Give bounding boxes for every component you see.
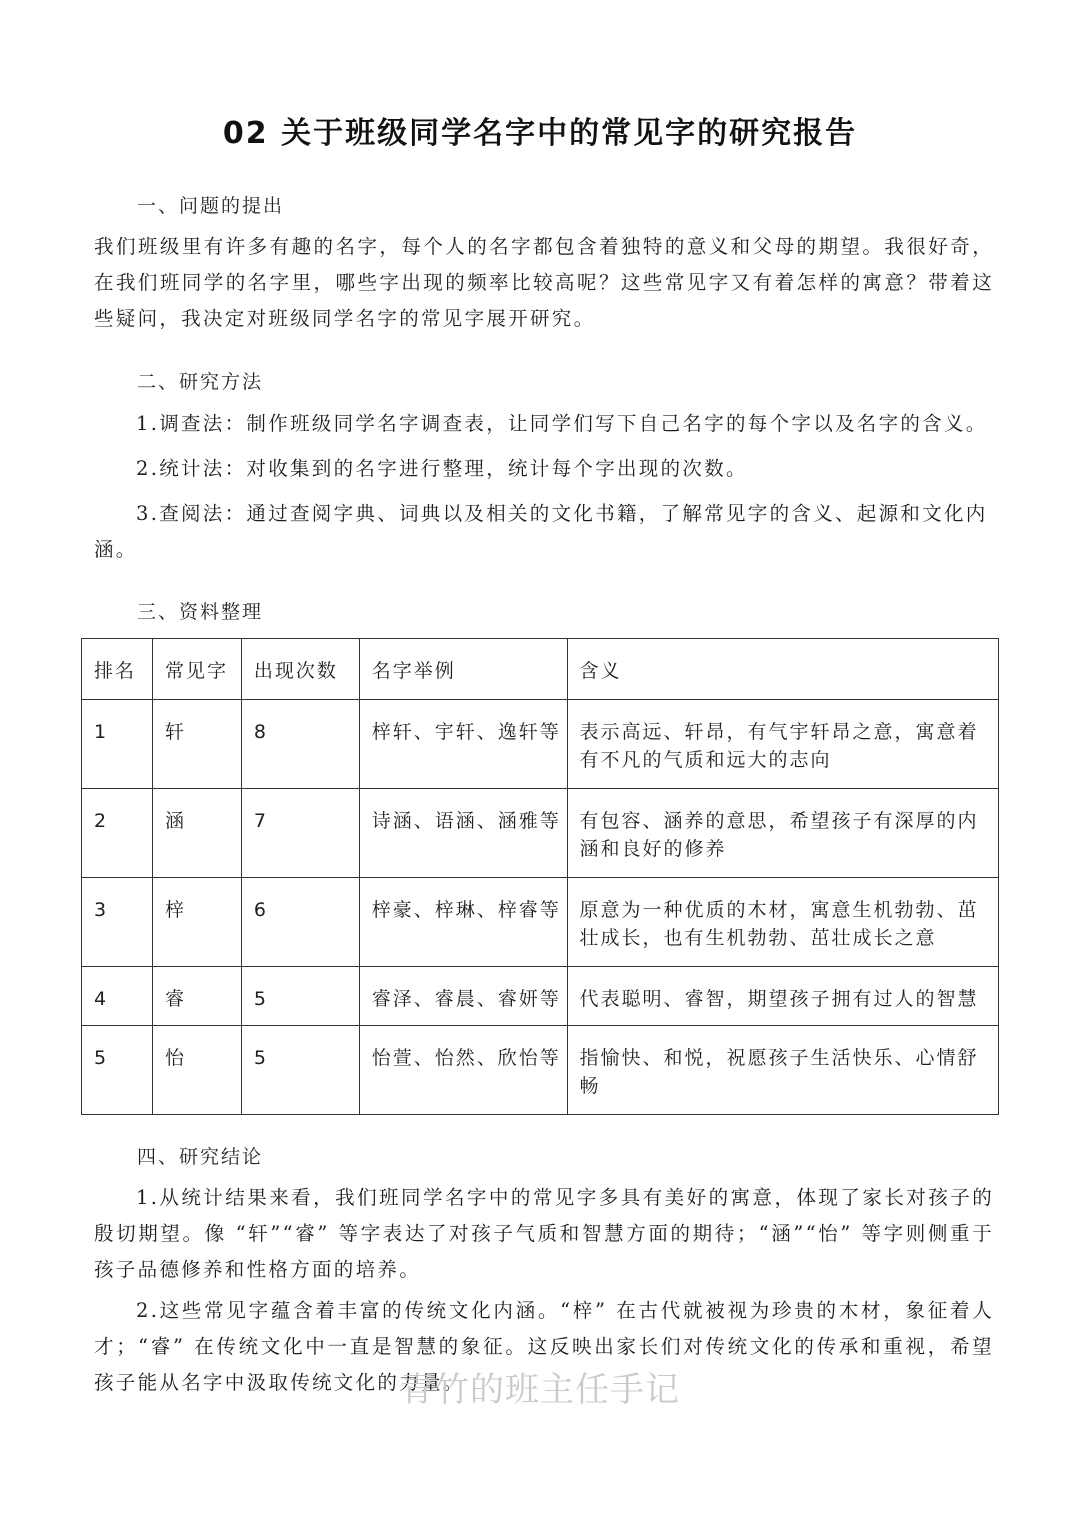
header-examples: 名字举例 xyxy=(359,639,567,700)
cell-examples: 梓豪、梓琳、梓睿等 xyxy=(359,878,567,967)
page-title: 02 关于班级同学名字中的常见字的研究报告 xyxy=(222,116,858,151)
cell-character: 睿 xyxy=(152,967,241,1026)
watermark: 青竹的班主任手记 xyxy=(400,1370,680,1410)
conclusion-paragraph-1: 1.从统计结果来看，我们班同学名字中的常见字多具有美好的寓意，体现了家长对孩子的殷切期望。像 “轩”“睿” 等字表达了对孩子气质和智慧方面的期待；“涵”“怡” 等字则侧重于孩子品德修养和性格方面的培养。 xyxy=(94,1186,994,1281)
cell-count: 8 xyxy=(241,700,359,789)
cell-examples: 睿泽、睿晨、睿妍等 xyxy=(359,967,567,1026)
method-reference: 3.查阅法：通过查阅字典、词典以及相关的文化书籍，了解常见字的含义、起源和文化内涵。 xyxy=(94,502,988,561)
method-survey: 1.调查法：制作班级同学名字调查表，让同学们写下自己名字的每个字以及名字的含义。 xyxy=(136,412,988,435)
table-row xyxy=(82,967,999,1026)
section-heading-data: 三、资料整理 xyxy=(137,601,264,623)
section-heading-problem: 一、问题的提出 xyxy=(137,195,285,217)
cell-examples: 诗涵、语涵、涵雅等 xyxy=(359,789,567,878)
cell-count: 5 xyxy=(241,967,359,1026)
cell-meaning: 代表聪明、睿智，期望孩子拥有过人的智慧 xyxy=(567,967,998,1026)
method-statistics: 2.统计法：对收集到的名字进行整理，统计每个字出现的次数。 xyxy=(136,457,748,480)
cell-examples: 怡萱、怡然、欣怡等 xyxy=(359,1026,567,1115)
header-rank: 排名 xyxy=(82,639,153,700)
common-characters-table xyxy=(81,638,999,1115)
table-row xyxy=(82,789,999,878)
cell-meaning: 原意为一种优质的木材，寓意生机勃勃、茁壮成长，也有生机勃勃、茁壮成长之意 xyxy=(567,878,998,967)
header-meaning: 含义 xyxy=(567,639,998,700)
cell-rank: 2 xyxy=(82,789,153,878)
section-heading-methods: 二、研究方法 xyxy=(137,371,264,393)
cell-character: 轩 xyxy=(152,700,241,789)
cell-examples: 梓轩、宇轩、逸轩等 xyxy=(359,700,567,789)
cell-rank: 3 xyxy=(82,878,153,967)
section-heading-conclusions: 四、研究结论 xyxy=(137,1146,264,1168)
cell-count: 7 xyxy=(241,789,359,878)
table-row xyxy=(82,700,999,789)
cell-rank: 4 xyxy=(82,967,153,1026)
cell-meaning: 指愉快、和悦，祝愿孩子生活快乐、心情舒畅 xyxy=(567,1026,998,1115)
cell-character: 梓 xyxy=(152,878,241,967)
problem-paragraph: 我们班级里有许多有趣的名字，每个人的名字都包含着独特的意义和父母的期望。我很好奇，在我们班同学的名字里，哪些字出现的频率比较高呢？这些常见字又有着怎样的寓意？带着这些疑问，我决定对班级同学名字的常见字展开研究。 xyxy=(94,235,994,330)
cell-character: 怡 xyxy=(152,1026,241,1115)
table-row xyxy=(82,878,999,967)
table-header-row xyxy=(82,639,999,700)
cell-count: 6 xyxy=(241,878,359,967)
cell-meaning: 表示高远、轩昂，有气宇轩昂之意，寓意着有不凡的气质和远大的志向 xyxy=(567,700,998,789)
cell-count: 5 xyxy=(241,1026,359,1115)
cell-rank: 5 xyxy=(82,1026,153,1115)
cell-character: 涵 xyxy=(152,789,241,878)
conclusion-paragraph-2: 2.这些常见字蕴含着丰富的传统文化内涵。“梓” 在古代就被视为珍贵的木材，象征着人才；“睿” 在传统文化中一直是智慧的象征。这反映出家长们对传统文化的传承和重视，希望孩子能从名字中汲取传统文化的力量。 xyxy=(94,1299,994,1394)
header-count: 出现次数 xyxy=(241,639,359,700)
header-character: 常见字 xyxy=(152,639,241,700)
cell-rank: 1 xyxy=(82,700,153,789)
cell-meaning: 有包容、涵养的意思，希望孩子有深厚的内涵和良好的修养 xyxy=(567,789,998,878)
table-row xyxy=(82,1026,999,1115)
